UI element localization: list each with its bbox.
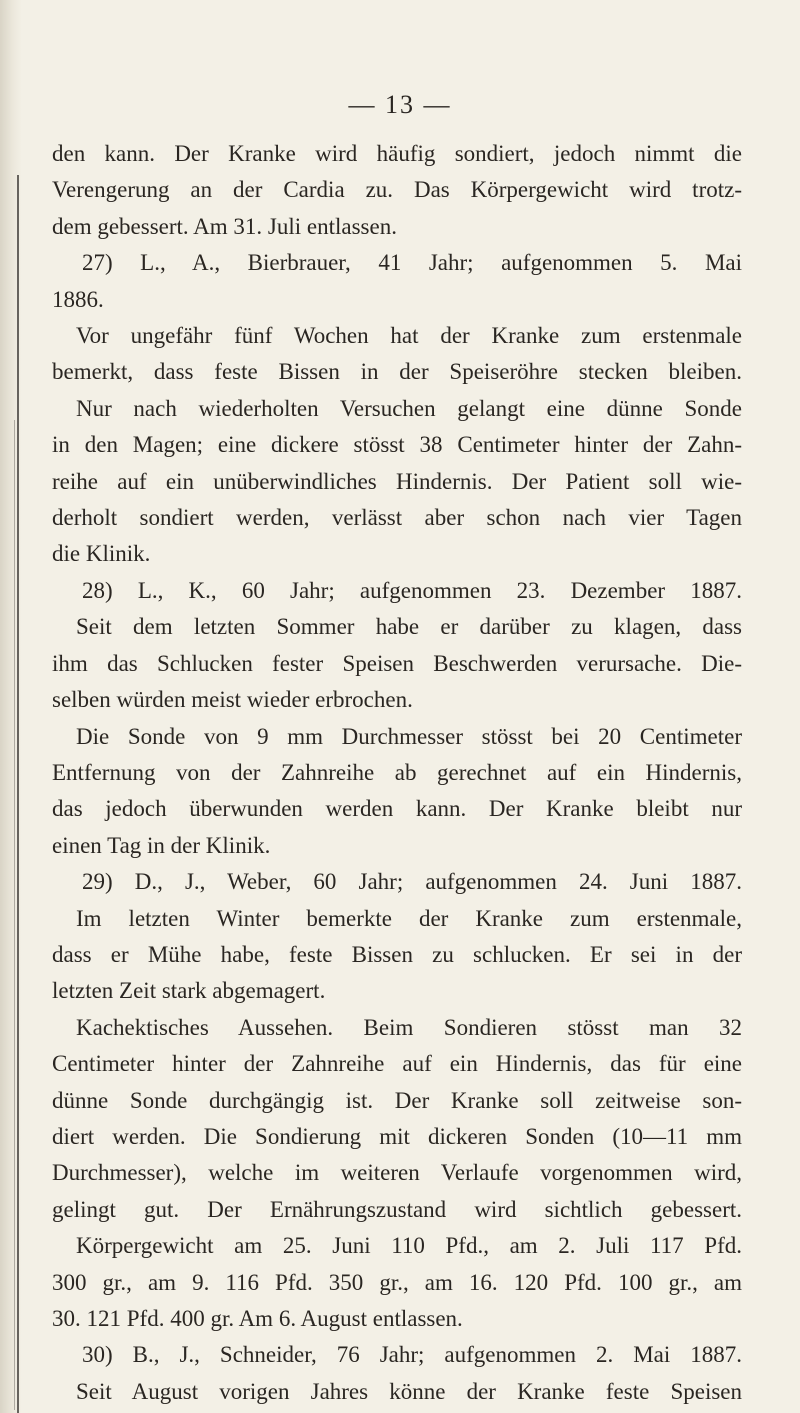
text-line: dem gebessert. Am 31. Juli entlassen. (52, 213, 397, 239)
text-line: Seit August vorigen Jahres könne der Kranke feste Speisen (76, 1378, 742, 1404)
text-line: derholt sondiert werden, verlässt aber schon nach vier Tagen (52, 505, 742, 531)
text-line: Durchmesser), welche im weiteren Verlaufe vorgenommen wird, (52, 1160, 742, 1186)
text-line: Nur nach wiederholten Versuchen gelangt eine dünne Sonde (76, 395, 742, 421)
text-line: den kann. Der Kranke wird häufig sondiert, jedoch nimmt die (52, 141, 742, 166)
binding-edge-shadow (14, 420, 15, 1410)
text-line: 30) B., J., Schneider, 76 Jahr; aufgenommen 2. Mai 1887. (82, 1342, 742, 1368)
text-line: 1886. (52, 286, 104, 312)
text-line: Im letzten Winter bemerkte der Kranke zum erstenmale, (76, 905, 742, 931)
text-line: Centimeter hinter der Zahnreihe auf ein Hindernis, das für eine (52, 1051, 742, 1077)
text-line: einen Tag in der Klinik. (52, 832, 271, 858)
text-line: gelingt gut. Der Ernährungszustand wird sichtlich gebessert. (52, 1196, 742, 1222)
text-line: das jedoch überwunden werden kann. Der Kranke bleibt nur (52, 796, 742, 822)
text-line: Verengerung an der Cardia zu. Das Körpergewicht wird trotz- (52, 177, 742, 203)
text-line: 30. 121 Pfd. 400 gr. Am 6. August entlassen. (52, 1306, 463, 1331)
text-line: Kachektisches Aussehen. Beim Sondieren stösst man 32 (76, 1014, 742, 1040)
page-number: — 13 — (348, 90, 452, 119)
text-line: reihe auf ein unüberwindliches Hindernis. Der Patient soll wie- (52, 468, 742, 494)
text-line: dass er Mühe habe, feste Bissen zu schlucken. Er sei in der (52, 941, 742, 967)
text-line: bemerkt, dass feste Bissen in der Speiseröhre stecken bleiben. (52, 359, 742, 385)
text-line: Entfernung von der Zahnreihe ab gerechnet auf ein Hindernis, (52, 759, 742, 785)
text-line: Vor ungefähr fünf Wochen hat der Kranke zum erstenmale (76, 323, 742, 349)
text-line: letzten Zeit stark abgemagert. (52, 978, 326, 1004)
binding-edge-line (17, 175, 19, 1413)
text-line: Seit dem letzten Sommer habe er darüber zu klagen, dass (76, 614, 742, 640)
text-line: die Klinik. (52, 541, 151, 567)
text-line: 28) L., K., 60 Jahr; aufgenommen 23. Dezember 1887. (82, 577, 742, 603)
text-line: 27) L., A., Bierbrauer, 41 Jahr; aufgenommen 5. Mai (82, 250, 742, 276)
text-line: Körpergewicht am 25. Juni 110 Pfd., am 2. Juli 117 Pfd. (76, 1233, 742, 1259)
text-line: dünne Sonde durchgängig ist. Der Kranke soll zeitweise son- (52, 1087, 742, 1113)
text-line: 300 gr., am 9. 116 Pfd. 350 gr., am 16. 120 Pfd. 100 gr., am (52, 1269, 742, 1295)
text-line: in den Magen; eine dickere stösst 38 Centimeter hinter der Zahn- (52, 432, 742, 458)
text-line: 29) D., J., Weber, 60 Jahr; aufgenommen 24. Juni 1887. (82, 869, 742, 895)
text-line: Die Sonde von 9 mm Durchmesser stösst bei 20 Centimeter (76, 723, 742, 749)
text-line: diert werden. Die Sondierung mit dickeren Sonden (10—11 mm (52, 1123, 742, 1149)
text-line: ihm das Schlucken fester Speisen Beschwerden verursache. Die- (52, 650, 742, 676)
body-text (52, 136, 742, 1410)
text-line: selben würden meist wieder erbrochen. (52, 687, 413, 713)
